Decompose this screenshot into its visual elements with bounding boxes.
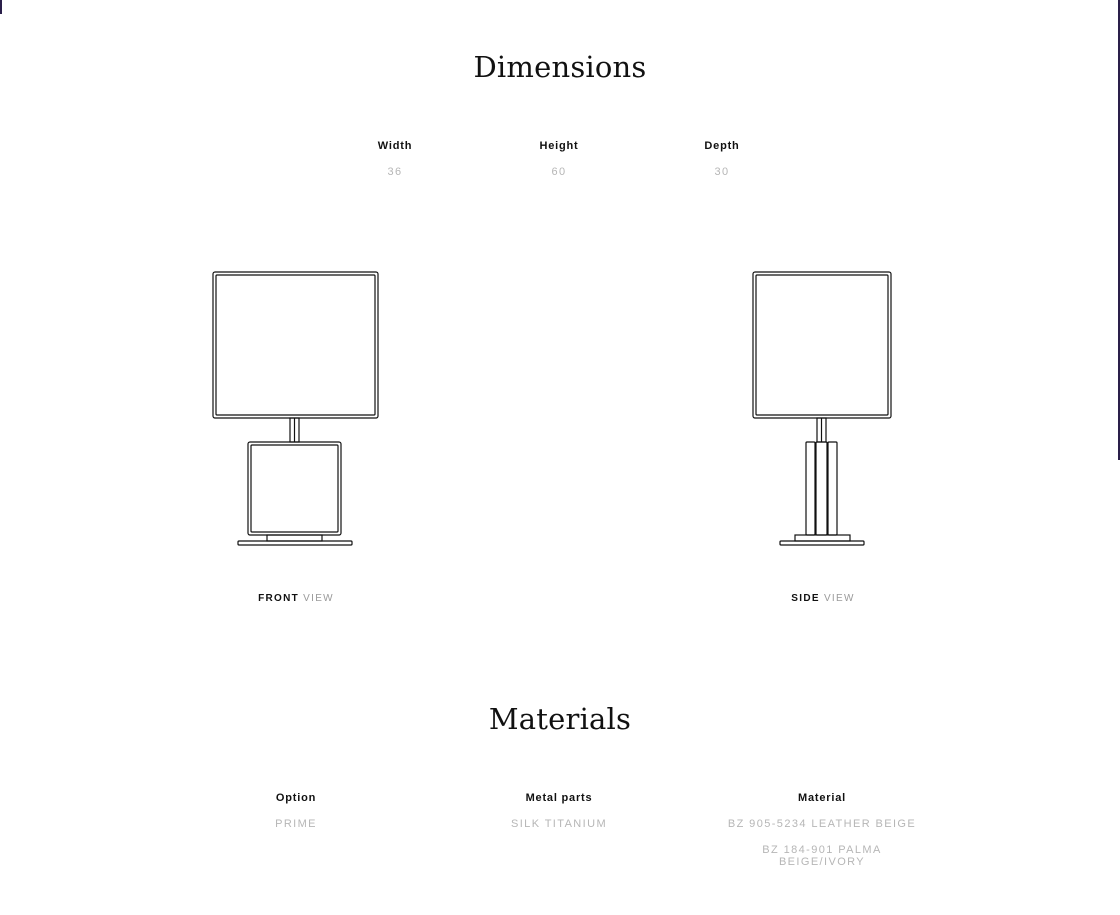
dimension-label-height: Height bbox=[539, 140, 579, 152]
side-view-drawing bbox=[740, 262, 910, 562]
front-view-label-strong: FRONT bbox=[258, 593, 300, 604]
dimension-label-width: Width bbox=[377, 140, 413, 152]
material-value-material-2: BZ 184-901 PALMA BEIGE/IVORY bbox=[762, 844, 882, 868]
side-view-label-rest: VIEW bbox=[823, 593, 855, 604]
front-view-drawing bbox=[200, 262, 370, 562]
dimension-value-height: 60 bbox=[551, 166, 567, 178]
material-label-option: Option bbox=[275, 792, 317, 804]
front-view-label bbox=[258, 593, 334, 604]
page-edge-line-left bbox=[0, 0, 2, 14]
materials-title: Materials bbox=[488, 702, 632, 736]
front-view-label-rest: VIEW bbox=[303, 593, 334, 604]
dimensions-title: Dimensions bbox=[473, 50, 647, 84]
material-value-option: PRIME bbox=[275, 818, 317, 830]
material-value-material-1: BZ 905-5234 LEATHER BEIGE bbox=[727, 818, 917, 830]
side-view-label-strong: SIDE bbox=[791, 593, 820, 604]
material-label-metal-parts: Metal parts bbox=[525, 792, 593, 804]
material-label-material: Material bbox=[798, 792, 846, 804]
dimension-label-depth: Depth bbox=[704, 140, 740, 152]
dimension-value-depth: 30 bbox=[714, 166, 730, 178]
side-view-label bbox=[791, 593, 854, 604]
material-value-metal-parts: SILK TITANIUM bbox=[510, 818, 608, 830]
dimension-value-width: 36 bbox=[387, 166, 403, 178]
